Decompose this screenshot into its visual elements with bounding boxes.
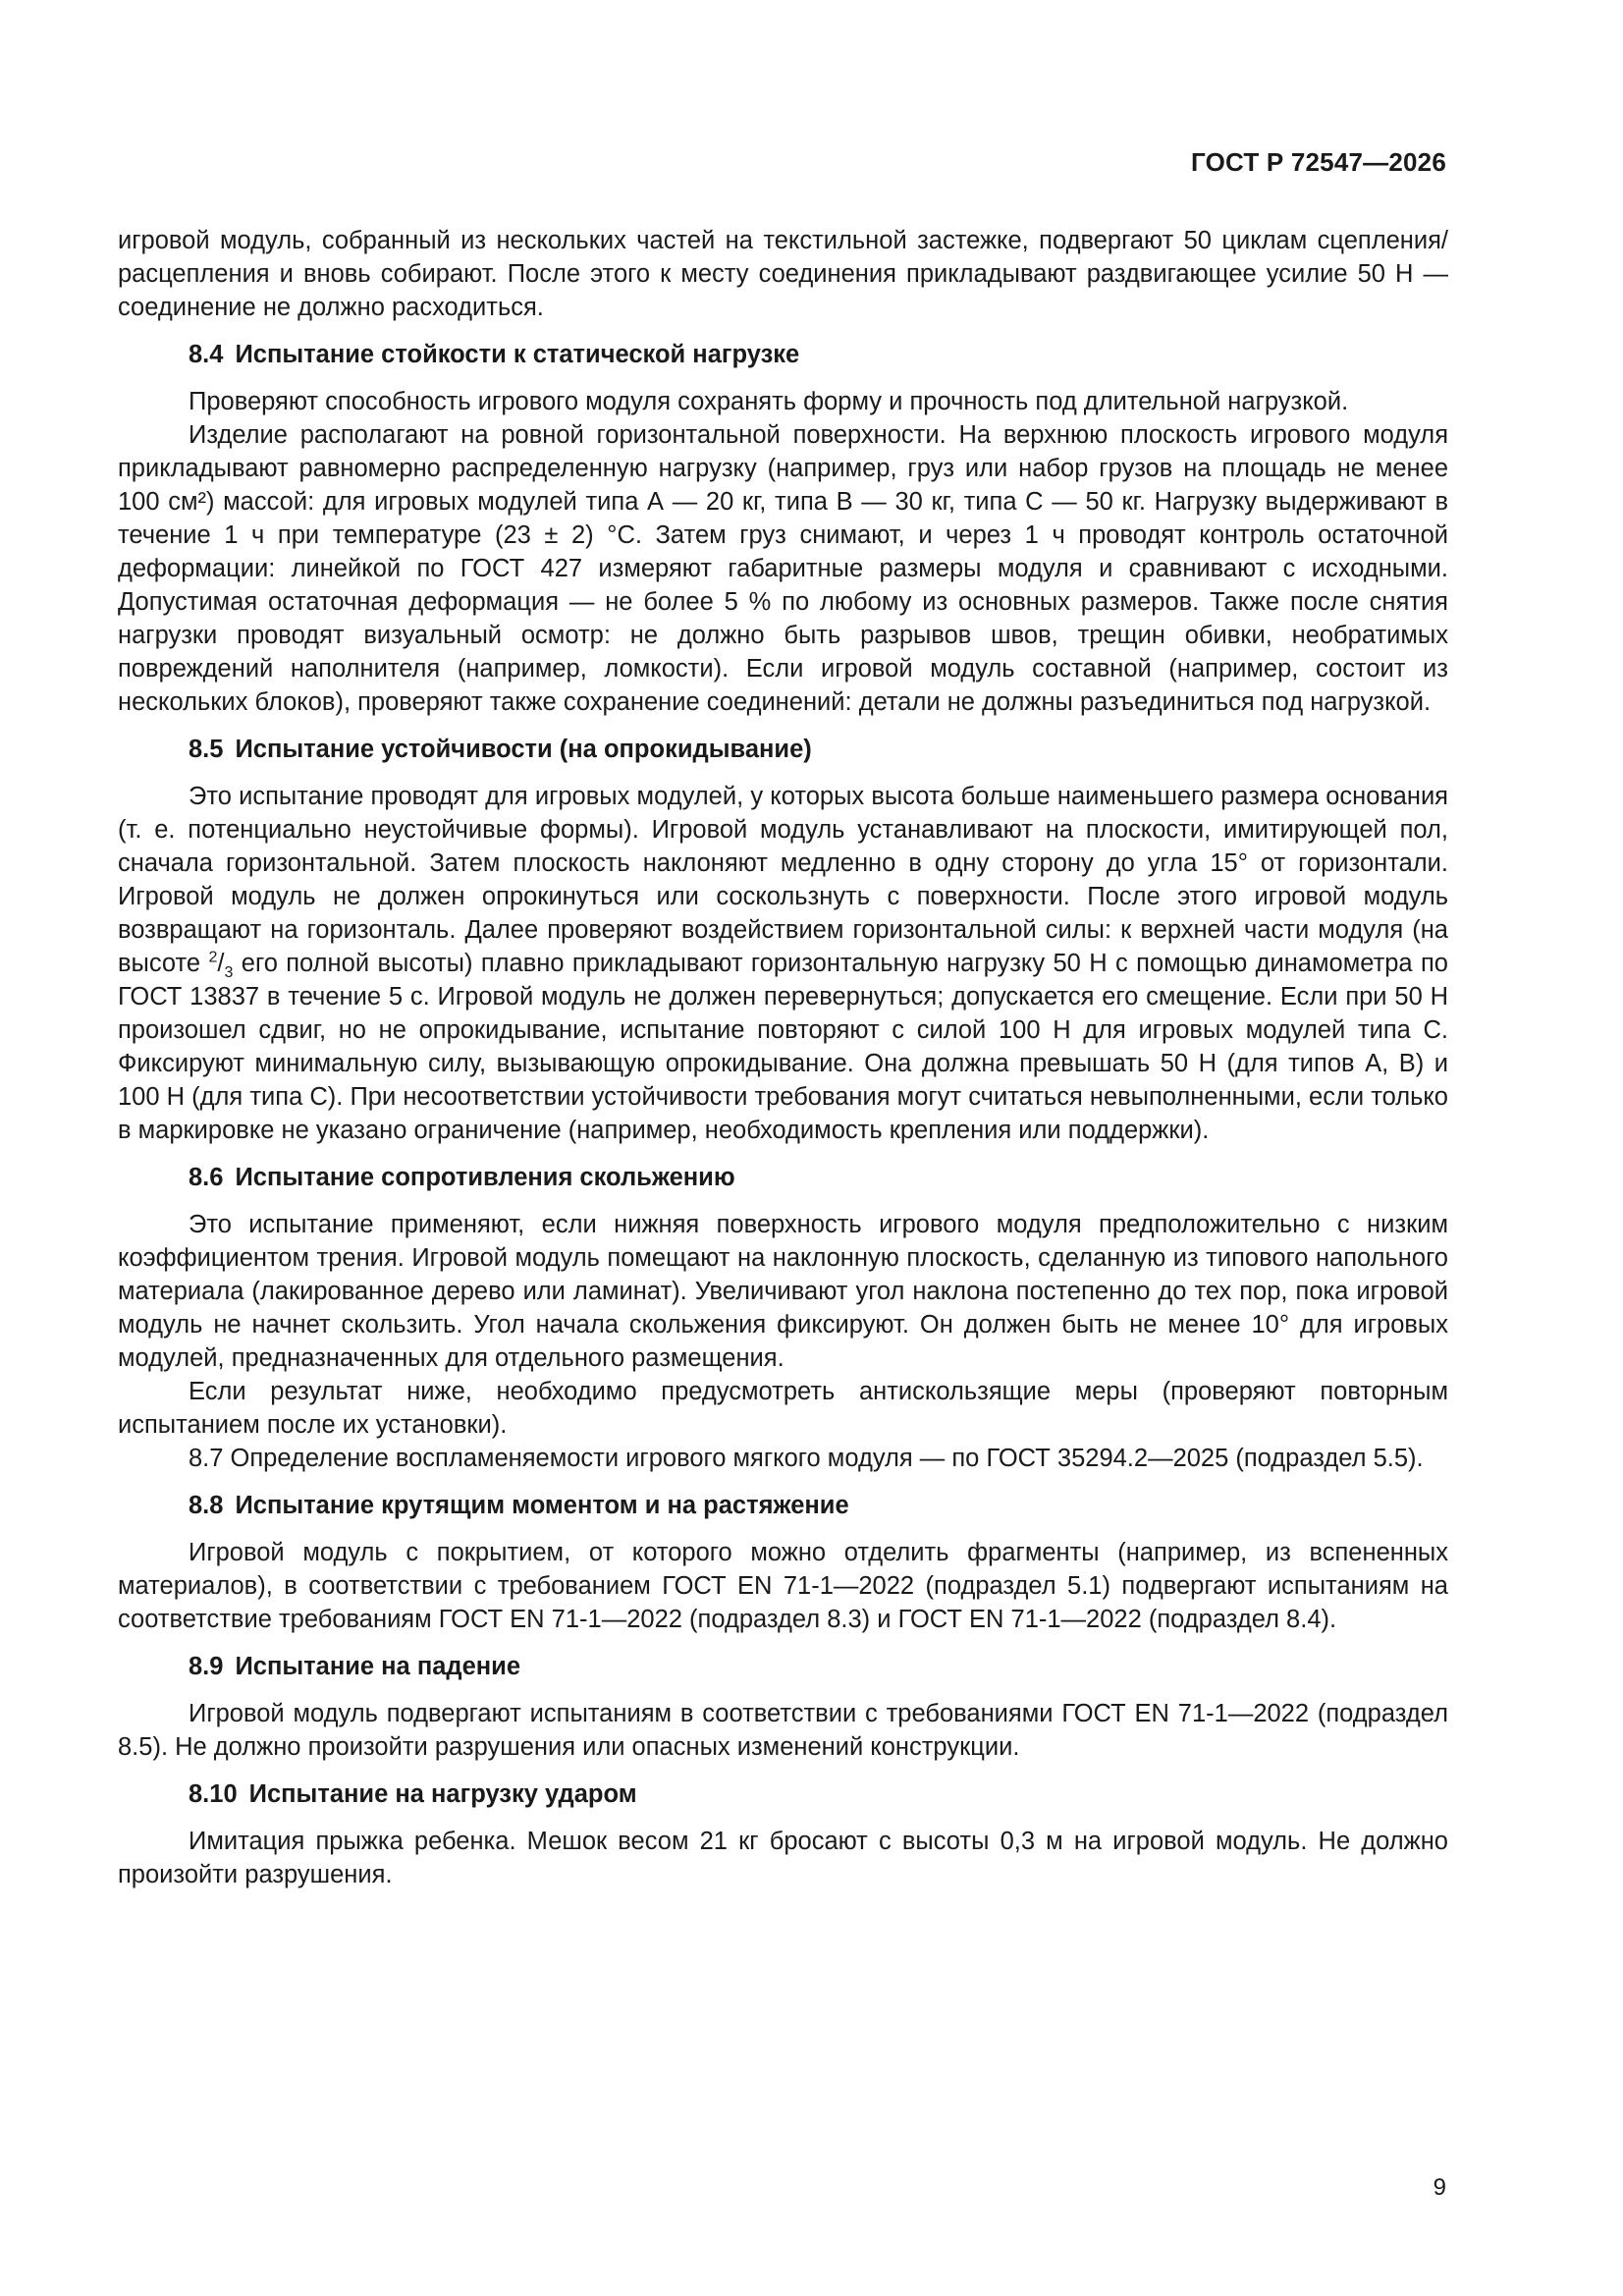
document-body bbox=[118, 224, 1448, 1891]
section-number: 8.9 bbox=[189, 1653, 224, 1680]
paragraph-8-8-1: Игровой модуль с покрытием, от которого можно отделить фрагменты (например, из вспененных материалов), в соответствии с требованием ГОСТ EN 71-1—2022 (подраздел 5.1) подвергают испытаниям на соответствие требованиям ГОСТ EN 71-1—2022 (подраздел 8.3) и ГОСТ EN 71-1—2022 (подраздел 8.4). bbox=[118, 1539, 1448, 1633]
section-title: Испытание устойчивости (на опрокидывание) bbox=[235, 736, 812, 763]
paragraph-8-4-1: Проверяют способность игрового модуля сохранять форму и прочность под длительной нагрузкой. bbox=[189, 388, 1349, 415]
section-title: Испытание крутящим моментом и на растяжение bbox=[235, 1492, 849, 1519]
section-title: Испытание на падение bbox=[235, 1653, 521, 1680]
section-number: 8.8 bbox=[189, 1492, 224, 1519]
section-heading-8-8 bbox=[118, 1489, 1448, 1522]
paragraph-8-10-1: Имитация прыжка ребенка. Мешок весом 21 кг бросают с высоты 0,3 м на игровой модуль. Не должно произойти разрушения. bbox=[118, 1828, 1448, 1888]
section-heading-8-5 bbox=[118, 733, 1448, 766]
paragraph-8-6-2: Если результат ниже, необходимо предусмотреть антискользящие меры (проверяют повторным испытанием после их установки). bbox=[118, 1378, 1448, 1439]
paragraph-8-5-1 bbox=[118, 780, 1448, 1147]
section-heading-8-9 bbox=[118, 1650, 1448, 1683]
paragraph-text-part: Это испытание проводят для игровых модулей, у которых высота больше наименьшего размера основания (т. е. потенциально неустойчивые формы). Игровой модуль устанавливают на плоскости, имитирующей пол, сначала горизонтальной. Затем плоскость наклоняют медленно в одну сторону до угла 15° от горизонтали. Игровой модуль не должен опрокинуться или соскользнуть с поверхности. После этого игровой модуль возвращают на горизонталь. Далее проверяют воздействием горизонтальной силы: к верхней части модуля (на высоте bbox=[118, 783, 1448, 977]
section-heading-8-6 bbox=[118, 1161, 1448, 1194]
fraction-denominator: 3 bbox=[224, 964, 234, 982]
fraction-two-thirds: $^2/_3$ bbox=[208, 949, 234, 982]
paragraph-8-7: 8.7 Определение воспламеняемости игрового мягкого модуля — по ГОСТ 35294.2—2025 (подраздел 5.5). bbox=[189, 1445, 1424, 1472]
fraction-numerator: 2 bbox=[208, 949, 218, 966]
paragraph-8-4-2: Изделие располагают на ровной горизонтальной поверхности. На верхнюю плоскость игрового модуля прикладывают равномерно распределенную нагрузку (например, груз или набор грузов на площадь не менее 100 см²) массой: для игровых модулей типа А — 20 кг, типа В — 30 кг, типа С — 50 кг. Нагрузку выдерживают в течение 1 ч при температуре (23 ± 2) °С. Затем груз снимают, и через 1 ч проводят контроль остаточной деформации: линейкой по ГОСТ 427 измеряют габаритные размеры модуля и сравнивают с исходными. Допустимая остаточная деформация — не более 5 % по любому из основных размеров. Также после снятия нагрузки проводят визуальный осмотр: не должно быть разрывов швов, трещин обивки, необратимых повреждений наполнителя (например, ломкости). Если игровой модуль составной (например, состоит из нескольких блоков), проверяют также сохранение соединений: детали не должны разъединиться под нагрузкой. bbox=[118, 421, 1448, 716]
paragraph-intro: игровой модуль, собранный из нескольких частей на текстильной застежке, подвергают 50 циклам сцепления/расцепления и вновь собирают. После этого к месту соединения прикладывают раздвигающее усилие 50 Н — соединение не должно расходиться. bbox=[118, 227, 1448, 321]
section-number: 8.6 bbox=[189, 1164, 224, 1191]
paragraph-8-6-1: Это испытание применяют, если нижняя поверхность игрового модуля предположительно с низким коэффициентом трения. Игровой модуль помещают на наклонную плоскость, сделанную из типового напольного материала (лакированное дерево или ламинат). Увеличивают угол наклона постепенно до тех пор, пока игровой модуль не начнет скользить. Угол начала скольжения фиксируют. Он должен быть не менее 10° для игровых модулей, предназначенных для отдельного размещения. bbox=[118, 1211, 1448, 1372]
section-title: Испытание стойкости к статической нагрузке bbox=[235, 341, 800, 368]
section-title: Испытание сопротивления скольжению bbox=[235, 1164, 735, 1191]
page-number: 9 bbox=[1433, 2174, 1446, 2201]
section-number: 8.4 bbox=[189, 341, 224, 368]
section-heading-8-10 bbox=[118, 1777, 1448, 1811]
document-id-header: ГОСТ Р 72547—2026 bbox=[1191, 147, 1446, 177]
section-title: Испытание на нагрузку ударом bbox=[248, 1780, 637, 1808]
section-number: 8.10 bbox=[189, 1780, 238, 1808]
paragraph-8-9-1: Игровой модуль подвергают испытаниям в соответствии с требованиями ГОСТ EN 71-1—2022 (подраздел 8.5). Не должно произойти разрушения или опасных изменений конструкции. bbox=[118, 1700, 1448, 1761]
section-number: 8.5 bbox=[189, 736, 224, 763]
section-heading-8-4 bbox=[118, 338, 1448, 371]
paragraph-text-part: его полной высоты) плавно прикладывают горизонтальную нагрузку 50 Н с помощью динамометра по ГОСТ 13837 в течение 5 с. Игровой модуль не должен перевернуться; допускается его смещение. Если при 50 Н произошел сдвиг, но не опрокидывание, испытание повторяют с силой 100 Н для игровых модулей типа С. Фиксируют минимальную силу, вызывающую опрокидывание. Она должна превышать 50 Н (для типов А, В) и 100 Н (для типа С). При несоответствии устойчивости требования могут считаться невыполненными, если только в маркировке не указано ограничение (например, необходимость крепления или поддержки). bbox=[118, 950, 1448, 1144]
